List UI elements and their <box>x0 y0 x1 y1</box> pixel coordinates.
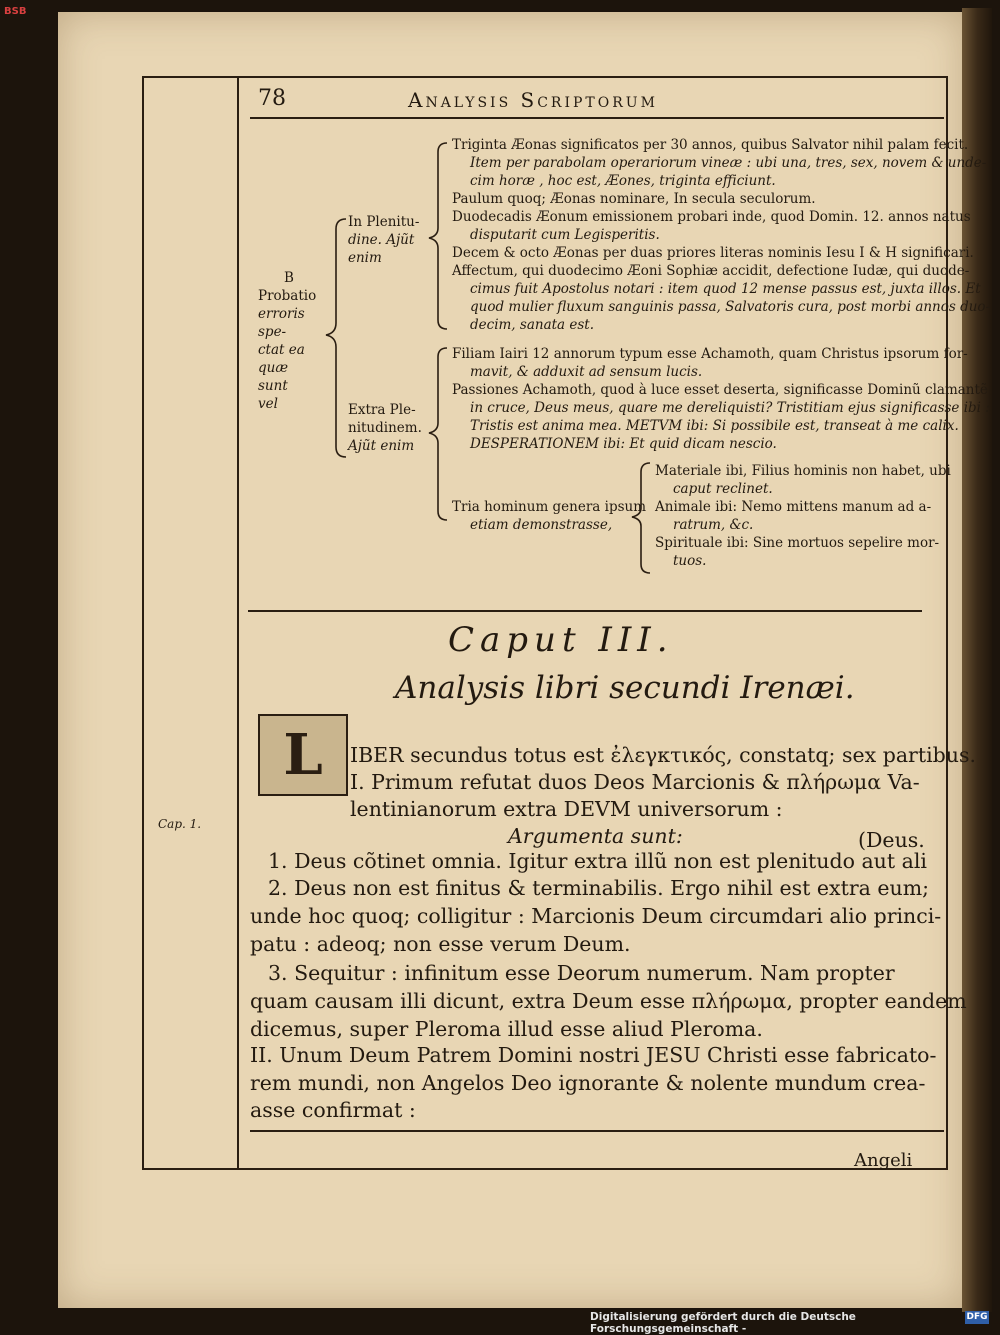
branch-extra: Extra Ple- nitudinem. Ajũt enim <box>348 402 422 454</box>
body-line-1: IBER secundus totus est ἐλεγκτικός, constatq; sex partibus. <box>350 743 976 767</box>
body-line-5: (Deus. <box>858 828 925 852</box>
body-line-6: 1. Deus cõtinet omnia. Igitur extra illũ non est plenitudo aut ali <box>268 849 927 873</box>
catchword: Angeli <box>854 1150 913 1171</box>
brace-plenitude <box>425 140 455 335</box>
tria-items: Materiale ibi, Filius hominis non habet, ubi caput reclinet. Animale ibi: Nemo mittens manum ad a- ratrum, &c. Spirituale ibi: Sine mortuos sepelire mor- tuos. <box>655 463 951 569</box>
tria-label: Tria hominum genera ipsum etiam demonstrasse, <box>452 499 647 533</box>
body-line-12: dicemus, super Pleroma illud esse aliud Pleroma. <box>250 1017 763 1041</box>
section-rule <box>248 610 922 612</box>
plenitude-items: Triginta Æonas significatos per 30 annos, quibus Salvator nihil palam fecit. Item per parabolam operariorum vineæ : ubi una, tres, sex, novem & unde- cim horæ , hoc est, Æones, triginta efficiunt. Paulum quoq; Æonas nominare, In secula seculorum. Duodecadis Æonum emissionem probari inde, quod Domin. 12. annos natus disputarit cum Legisperitis. Decem & octo Æonas per duas priores literas nominis Iesu I & H significari. Affectum, qui duodecimo Æoni Sophiæ accidit, defectione Iudæ, qui duode- cimus fuit Apostolus notari : item quod 12 mense passus est, juxta illos. Et quod mulier fluxum sanguinis passa, Salvatoris cura, post morbi annos duo- decim, sanata est. <box>452 137 991 333</box>
body-line-10: 3. Sequitur : infinitum esse Deorum numerum. Nam propter <box>268 961 895 985</box>
header-rule <box>250 117 944 119</box>
brace-extra <box>425 345 455 525</box>
decorated-initial: L <box>258 714 348 796</box>
page-number: 78 <box>258 86 286 111</box>
body-line-11: quam causam illi dicunt, extra Deum esse πλήρωμα, propter eandem <box>250 989 967 1013</box>
running-title: Analysis Scriptorum <box>408 88 658 112</box>
extra-items: Filiam Iairi 12 annorum typum esse Achamoth, quam Christus ipsorum for- mavit, & adduxit ad sensum lucis. Passiones Achamoth, quod à luce esset deserta, significasse Dominũ clamantẽ in cruce, Deus meus, quare me dereliquisti? Tristitiam ejus significasse ibi : Tristis est anima mea. METVM ibi: Si possibile est, transeat à me calix. DESPERATIONEM ibi: Et quid dicam nescio. <box>452 346 990 452</box>
body-line-14: rem mundi, non Angelos Deo ignorante & nolente mundum crea- <box>250 1071 926 1095</box>
body-line-2: I. Primum refutat duos Deos Marcionis & πλήρωμα Va- <box>350 770 920 794</box>
margin-note: Cap. 1. <box>158 817 202 831</box>
body-line-15: asse confirmat : <box>250 1098 416 1122</box>
chapter-title: Caput III. <box>448 620 674 660</box>
branch-plenitude: In Plenitu- dine. Ajũt enim <box>348 214 420 266</box>
body-line-13: II. Unum Deum Patrem Domini nostri JESU Christi esse fabricato- <box>250 1043 937 1067</box>
margin-rule <box>237 76 239 1168</box>
body-line-3: lentinianorum extra DEVM universorum : <box>350 797 783 821</box>
bottom-rule <box>250 1130 944 1132</box>
brace-tria <box>628 460 658 580</box>
body-line-9: patu : adeoq; non esse verum Deum. <box>250 932 631 956</box>
table-root: B Probatio erroris spe- ctat ea quæ sunt vel <box>258 270 317 412</box>
library-mark: BSB <box>4 6 27 17</box>
body-line-4: Argumenta sunt: <box>508 824 683 848</box>
body-line-7: 2. Deus non est finitus & terminabilis. Ergo nihil est extra eum; <box>268 876 930 900</box>
body-line-8: unde hoc quoq; colligitur : Marcionis Deum circumdari alio princi- <box>250 904 942 928</box>
funding-footer: Digitalisierung gefördert durch die Deutsche Forschungsgemeinschaft - <box>590 1311 856 1335</box>
chapter-subtitle: Analysis libri secundi Irenæi. <box>395 670 855 706</box>
dfg-logo: DFG <box>966 1312 988 1322</box>
